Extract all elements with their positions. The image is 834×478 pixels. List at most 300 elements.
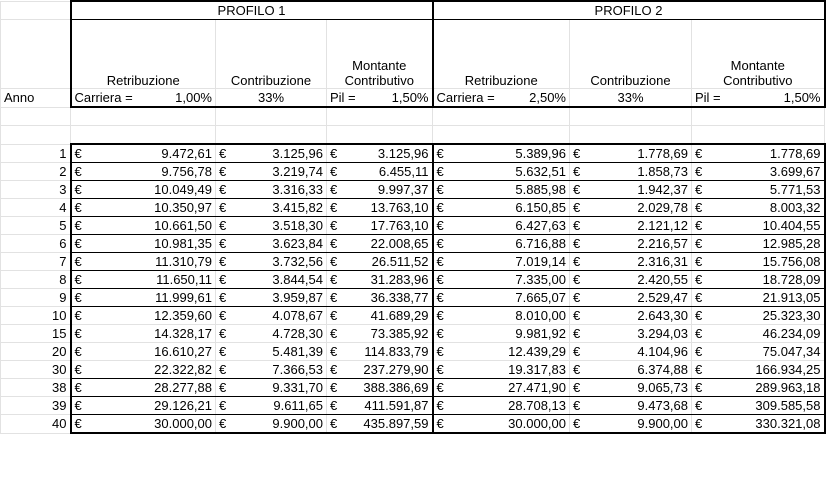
value-cell-c1[interactable] (216, 361, 327, 379)
euro-sign: € (695, 182, 703, 197)
euro-sign: € (436, 200, 444, 215)
value-amount: 435.897,59 (363, 416, 429, 431)
value-amount: 11.310,79 (155, 254, 212, 269)
value-cell-c2[interactable] (570, 415, 692, 434)
value-cell-m1[interactable] (327, 361, 433, 379)
value-amount: 3.844,54 (272, 272, 323, 287)
value-cell-m1[interactable] (327, 144, 433, 163)
euro-sign: € (219, 326, 227, 341)
value-cell-r1[interactable] (71, 289, 216, 307)
value-amount: 3.294,03 (637, 326, 688, 341)
euro-sign: € (219, 236, 227, 251)
value-amount: 10.404,55 (762, 218, 821, 233)
euro-sign: € (330, 254, 338, 269)
value-cell-c1[interactable] (216, 235, 327, 253)
value-amount: 15.756,08 (762, 254, 821, 269)
value-amount: 17.763,10 (370, 218, 429, 233)
value-cell-m1[interactable] (327, 397, 433, 415)
euro-sign: € (573, 200, 581, 215)
euro-sign: € (219, 416, 227, 431)
value-amount: 8.003,32 (769, 200, 821, 215)
value-amount: 12.985,28 (762, 236, 821, 251)
euro-sign: € (695, 380, 703, 395)
value-cell-m2[interactable] (692, 415, 825, 434)
value-amount: 5.632,51 (515, 164, 566, 179)
euro-sign: € (219, 164, 227, 179)
euro-sign: € (573, 254, 581, 269)
value-amount: 2.316,31 (637, 254, 688, 269)
value-cell-r2[interactable] (433, 379, 570, 397)
value-cell-m2[interactable] (692, 361, 825, 379)
value-amount: 31.283,96 (370, 272, 429, 287)
euro-sign: € (219, 380, 227, 395)
anno-cell[interactable]: 6 (1, 235, 71, 253)
table-row (1, 397, 825, 415)
value-cell-m2[interactable] (692, 199, 825, 217)
anno-cell[interactable]: 15 (1, 325, 71, 343)
euro-sign: € (573, 164, 581, 179)
value-cell-r2[interactable] (433, 217, 570, 235)
value-amount: 309.585,58 (755, 398, 821, 413)
value-cell-r2[interactable] (433, 361, 570, 379)
value-cell-m1[interactable] (327, 253, 433, 271)
value-cell-r2[interactable] (433, 163, 570, 181)
value-amount: 9.331,70 (272, 380, 323, 395)
value-cell-r1[interactable] (71, 415, 216, 434)
empty-cell (1, 20, 71, 89)
value-amount: 13.763,10 (370, 200, 429, 215)
value-amount: 9.065,73 (637, 380, 688, 395)
value-cell-m2[interactable] (692, 271, 825, 289)
value-amount: 30.000,00 (508, 416, 566, 431)
value-cell-c2[interactable] (570, 217, 692, 235)
p1-pil-cell[interactable] (327, 89, 433, 108)
anno-cell[interactable]: 10 (1, 307, 71, 325)
value-amount: 75.047,34 (762, 344, 821, 359)
p2-carriera-value: 2,50% (529, 90, 566, 105)
value-cell-m1[interactable] (327, 325, 433, 343)
contribuzione-2-header[interactable]: Contribuzione (570, 20, 692, 89)
value-cell-c2[interactable] (570, 289, 692, 307)
euro-sign: € (695, 236, 703, 251)
value-cell-m2[interactable] (692, 253, 825, 271)
euro-sign: € (695, 416, 703, 431)
euro-sign: € (695, 218, 703, 233)
anno-cell[interactable]: 40 (1, 415, 71, 434)
value-amount: 11.650,11 (156, 272, 212, 287)
value-cell-c1[interactable] (216, 181, 327, 199)
value-amount: 3.125,96 (377, 146, 429, 161)
value-amount: 14.328,17 (154, 326, 212, 341)
euro-sign: € (573, 218, 581, 233)
value-cell-c2[interactable] (570, 397, 692, 415)
value-amount: 3.125,96 (272, 146, 323, 161)
empty-row (1, 126, 825, 145)
value-amount: 10.049,49 (154, 182, 212, 197)
value-amount: 9.611,65 (273, 398, 323, 413)
carriera-label: Carriera = (74, 90, 133, 105)
value-cell-m1[interactable] (327, 289, 433, 307)
euro-sign: € (695, 362, 703, 377)
value-cell-r1[interactable] (71, 379, 216, 397)
value-amount: 3.415,82 (272, 200, 323, 215)
euro-sign: € (330, 326, 338, 341)
table-row (1, 217, 825, 235)
value-cell-c1[interactable] (216, 163, 327, 181)
value-cell-c1[interactable] (216, 397, 327, 415)
euro-sign: € (219, 398, 227, 413)
table-row (1, 271, 825, 289)
p1-carriera-value: 1,00% (175, 90, 212, 105)
value-cell-r1[interactable] (71, 144, 216, 163)
value-cell-r1[interactable] (71, 163, 216, 181)
value-amount: 330.321,08 (755, 416, 821, 431)
table-row (1, 144, 825, 163)
value-amount: 114.833,79 (364, 344, 429, 359)
euro-sign: € (330, 200, 338, 215)
euro-sign: € (436, 326, 444, 341)
retribuzione-2-header[interactable]: Retribuzione (433, 20, 570, 89)
value-cell-c1[interactable] (216, 379, 327, 397)
montante-1-line2: Contributivo (344, 73, 414, 88)
p2-pil-value: 1,50% (783, 90, 821, 105)
value-amount: 46.234,09 (762, 326, 821, 341)
value-amount: 5.481,39 (272, 344, 323, 359)
euro-sign: € (74, 182, 82, 197)
euro-sign: € (330, 164, 338, 179)
p2-pil-cell[interactable] (692, 89, 825, 108)
value-cell-m2[interactable] (692, 343, 825, 361)
euro-sign: € (330, 416, 338, 431)
table-row (1, 325, 825, 343)
value-cell-m2[interactable] (692, 163, 825, 181)
retribuzione-1-header[interactable]: Retribuzione (71, 20, 216, 89)
value-cell-c2[interactable] (570, 271, 692, 289)
value-cell-m1[interactable] (327, 199, 433, 217)
value-amount: 8.010,00 (515, 308, 566, 323)
value-cell-m1[interactable] (327, 181, 433, 199)
value-amount: 4.104,96 (637, 344, 688, 359)
value-cell-c2[interactable] (570, 253, 692, 271)
value-amount: 5.389,96 (515, 146, 566, 161)
euro-sign: € (74, 344, 82, 359)
value-cell-c2[interactable] (570, 181, 692, 199)
value-cell-c2[interactable] (570, 307, 692, 325)
value-amount: 12.439,29 (508, 344, 566, 359)
euro-sign: € (74, 308, 82, 323)
value-cell-r1[interactable] (71, 271, 216, 289)
montante-1-line1: Montante (352, 58, 407, 73)
value-amount: 6.716,88 (515, 236, 566, 251)
euro-sign: € (74, 398, 82, 413)
value-amount: 3.518,30 (272, 218, 323, 233)
value-amount: 9.997,37 (377, 182, 429, 197)
value-amount: 9.473,68 (637, 398, 688, 413)
value-cell-m1[interactable] (327, 415, 433, 434)
euro-sign: € (436, 146, 444, 161)
value-cell-m2[interactable] (692, 217, 825, 235)
euro-sign: € (219, 254, 227, 269)
table-row (1, 361, 825, 379)
value-cell-r2[interactable] (433, 271, 570, 289)
euro-sign: € (219, 182, 227, 197)
value-cell-r2[interactable] (433, 289, 570, 307)
value-cell-r2[interactable] (433, 199, 570, 217)
montante-2-line1: Montante (730, 58, 785, 73)
value-cell-r1[interactable] (71, 217, 216, 235)
value-cell-r2[interactable] (433, 235, 570, 253)
value-cell-r1[interactable] (71, 253, 216, 271)
value-cell-r2[interactable] (433, 253, 570, 271)
value-amount: 28.277,88 (154, 380, 212, 395)
anno-cell[interactable]: 3 (1, 181, 71, 199)
euro-sign: € (695, 308, 703, 323)
euro-sign: € (219, 146, 227, 161)
euro-sign: € (695, 254, 703, 269)
contribuzione-1-header[interactable]: Contribuzione (216, 20, 327, 89)
value-cell-r1[interactable] (71, 325, 216, 343)
euro-sign: € (74, 218, 82, 233)
value-amount: 411.591,87 (364, 398, 429, 413)
euro-sign: € (436, 182, 444, 197)
euro-sign: € (330, 146, 338, 161)
euro-sign: € (330, 362, 338, 377)
euro-sign: € (436, 308, 444, 323)
euro-sign: € (573, 308, 581, 323)
value-cell-c1[interactable] (216, 217, 327, 235)
euro-sign: € (573, 326, 581, 341)
value-cell-c2[interactable] (570, 361, 692, 379)
value-cell-m2[interactable] (692, 325, 825, 343)
profilo-1-header[interactable]: PROFILO 1 (71, 1, 433, 20)
euro-sign: € (573, 380, 581, 395)
value-cell-r1[interactable] (71, 181, 216, 199)
value-amount: 3.316,33 (272, 182, 323, 197)
euro-sign: € (695, 200, 703, 215)
euro-sign: € (573, 398, 581, 413)
profilo-2-header[interactable]: PROFILO 2 (433, 1, 825, 20)
table-row (1, 289, 825, 307)
empty-row (1, 107, 825, 126)
value-cell-c2[interactable] (570, 199, 692, 217)
euro-sign: € (573, 182, 581, 197)
value-cell-m1[interactable] (327, 271, 433, 289)
value-cell-m2[interactable] (692, 235, 825, 253)
value-cell-m1[interactable] (327, 307, 433, 325)
euro-sign: € (436, 416, 444, 431)
euro-sign: € (436, 344, 444, 359)
value-cell-r1[interactable] (71, 307, 216, 325)
value-amount: 7.366,53 (272, 362, 323, 377)
value-cell-c2[interactable] (570, 379, 692, 397)
value-cell-r2[interactable] (433, 181, 570, 199)
anno-cell[interactable]: 4 (1, 199, 71, 217)
value-cell-m2[interactable] (692, 144, 825, 163)
value-amount: 73.385,92 (370, 326, 429, 341)
value-cell-c2[interactable] (570, 144, 692, 163)
euro-sign: € (330, 344, 338, 359)
table-row (1, 415, 825, 434)
value-cell-r2[interactable] (433, 144, 570, 163)
value-amount: 21.913,05 (762, 290, 821, 305)
value-cell-m1[interactable] (327, 343, 433, 361)
value-amount: 9.472,61 (161, 146, 212, 161)
value-cell-c1[interactable] (216, 199, 327, 217)
p1-pil-value: 1,50% (391, 90, 429, 105)
euro-sign: € (573, 344, 581, 359)
value-amount: 2.420,55 (637, 272, 688, 287)
euro-sign: € (573, 236, 581, 251)
euro-sign: € (436, 218, 444, 233)
value-amount: 166.934,25 (755, 362, 821, 377)
anno-header[interactable]: Anno (1, 89, 71, 108)
value-cell-r2[interactable] (433, 325, 570, 343)
value-amount: 2.121,12 (637, 218, 688, 233)
euro-sign: € (219, 362, 227, 377)
anno-cell[interactable]: 30 (1, 361, 71, 379)
anno-cell[interactable]: 1 (1, 144, 71, 163)
value-cell-c1[interactable] (216, 325, 327, 343)
euro-sign: € (219, 200, 227, 215)
anno-cell[interactable]: 39 (1, 397, 71, 415)
value-cell-c2[interactable] (570, 235, 692, 253)
value-amount: 6.427,63 (515, 218, 566, 233)
euro-sign: € (436, 236, 444, 251)
p1-carriera-cell[interactable] (71, 89, 216, 108)
value-amount: 5.885,98 (515, 182, 566, 197)
value-cell-c1[interactable] (216, 307, 327, 325)
value-cell-c2[interactable] (570, 163, 692, 181)
pil-label: Pil = (695, 90, 721, 105)
anno-cell[interactable]: 9 (1, 289, 71, 307)
euro-sign: € (74, 236, 82, 251)
euro-sign: € (330, 218, 338, 233)
carriera-label: Carriera = (436, 90, 495, 105)
value-cell-m2[interactable] (692, 379, 825, 397)
value-amount: 3.959,87 (272, 290, 323, 305)
table-row (1, 307, 825, 325)
euro-sign: € (74, 164, 82, 179)
value-cell-r2[interactable] (433, 307, 570, 325)
value-amount: 10.981,35 (154, 236, 212, 251)
euro-sign: € (695, 398, 703, 413)
euro-sign: € (695, 344, 703, 359)
value-amount: 1.778,69 (769, 146, 821, 161)
value-cell-c2[interactable] (570, 325, 692, 343)
value-cell-c1[interactable] (216, 343, 327, 361)
value-cell-m1[interactable] (327, 217, 433, 235)
euro-sign: € (330, 290, 338, 305)
value-amount: 2.643,30 (637, 308, 688, 323)
value-cell-c1[interactable] (216, 271, 327, 289)
value-cell-c1[interactable] (216, 253, 327, 271)
euro-sign: € (74, 200, 82, 215)
euro-sign: € (436, 254, 444, 269)
anno-cell[interactable]: 20 (1, 343, 71, 361)
euro-sign: € (74, 326, 82, 341)
anno-cell[interactable]: 8 (1, 271, 71, 289)
value-cell-r1[interactable] (71, 397, 216, 415)
anno-cell[interactable]: 38 (1, 379, 71, 397)
p2-carriera-cell[interactable] (433, 89, 570, 108)
euro-sign: € (436, 290, 444, 305)
euro-sign: € (436, 362, 444, 377)
euro-sign: € (695, 272, 703, 287)
euro-sign: € (436, 380, 444, 395)
euro-sign: € (219, 344, 227, 359)
value-amount: 36.338,77 (370, 290, 429, 305)
table-row (1, 253, 825, 271)
value-amount: 18.728,09 (762, 272, 821, 287)
value-cell-r2[interactable] (433, 397, 570, 415)
value-amount: 9.981,92 (515, 326, 566, 341)
value-amount: 6.150,85 (515, 200, 566, 215)
euro-sign: € (330, 398, 338, 413)
value-cell-r1[interactable] (71, 199, 216, 217)
p2-contrib-rate[interactable]: 33% (570, 89, 692, 108)
value-amount: 10.661,50 (154, 218, 212, 233)
montante-1-header[interactable] (327, 20, 433, 89)
value-cell-m2[interactable] (692, 397, 825, 415)
euro-sign: € (74, 416, 82, 431)
value-cell-m1[interactable] (327, 163, 433, 181)
value-cell-r1[interactable] (71, 361, 216, 379)
value-cell-r2[interactable] (433, 343, 570, 361)
value-amount: 9.756,78 (161, 164, 212, 179)
value-amount: 7.665,07 (515, 290, 566, 305)
value-cell-m2[interactable] (692, 181, 825, 199)
value-cell-c1[interactable] (216, 144, 327, 163)
euro-sign: € (74, 146, 82, 161)
value-amount: 2.216,57 (637, 236, 688, 251)
value-cell-m2[interactable] (692, 307, 825, 325)
value-amount: 7.335,00 (515, 272, 566, 287)
value-amount: 3.219,74 (272, 164, 323, 179)
value-amount: 19.317,83 (508, 362, 566, 377)
value-amount: 4.078,67 (272, 308, 323, 323)
value-cell-m2[interactable] (692, 289, 825, 307)
value-cell-c1[interactable] (216, 415, 327, 434)
value-amount: 3.623,84 (272, 236, 323, 251)
value-cell-r1[interactable] (71, 343, 216, 361)
value-cell-r2[interactable] (433, 415, 570, 434)
euro-sign: € (573, 362, 581, 377)
parameter-row (1, 89, 825, 108)
empty-cell (1, 1, 71, 20)
anno-cell[interactable]: 5 (1, 217, 71, 235)
montante-2-header[interactable] (692, 20, 825, 89)
value-cell-m1[interactable] (327, 379, 433, 397)
value-amount: 10.350,97 (154, 200, 212, 215)
value-cell-c1[interactable] (216, 289, 327, 307)
pil-label: Pil = (330, 90, 356, 105)
euro-sign: € (573, 272, 581, 287)
p1-contrib-rate[interactable]: 33% (216, 89, 327, 108)
table-row (1, 343, 825, 361)
value-amount: 3.699,67 (769, 164, 821, 179)
euro-sign: € (330, 272, 338, 287)
anno-cell[interactable]: 2 (1, 163, 71, 181)
value-amount: 388.386,69 (363, 380, 429, 395)
euro-sign: € (330, 182, 338, 197)
value-amount: 237.279,90 (363, 362, 429, 377)
value-amount: 25.323,30 (762, 308, 821, 323)
montante-2-line2: Contributivo (723, 73, 793, 88)
anno-cell[interactable]: 7 (1, 253, 71, 271)
value-cell-r1[interactable] (71, 235, 216, 253)
value-cell-m1[interactable] (327, 235, 433, 253)
value-cell-c2[interactable] (570, 343, 692, 361)
